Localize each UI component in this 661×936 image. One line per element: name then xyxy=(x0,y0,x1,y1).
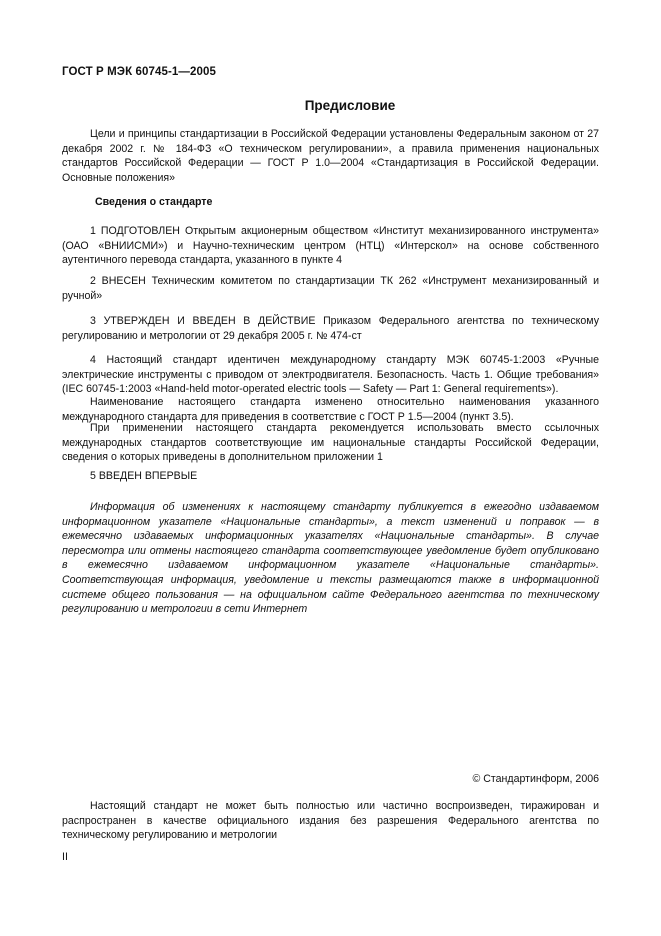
item-3-approved: 3 УТВЕРЖДЕН И ВВЕДЕН В ДЕЙСТВИЕ Приказом Федерального агентства по техническому регулированию и метрологии от 29 декабря 2005 г. № 474-ст xyxy=(62,315,599,342)
item-4-note-name: Наименование настоящего стандарта изменено относительно наименования указанного международного стандарта для приведения в соответствие с ГОСТ Р 1.5—2004 (пункт 3.5). xyxy=(62,396,599,423)
page-title: Предисловие xyxy=(304,98,396,113)
item-5-first-introduced: 5 ВВЕДЕН ВПЕРВЫЕ xyxy=(90,470,198,482)
reproduction-notice: Настоящий стандарт не может быть полностью или частично воспроизведен, тиражирован и распространен в качестве официального издания без разрешения Федерального агентства по техническому регулированию и метрологии xyxy=(62,800,599,842)
intro-paragraph: Цели и принципы стандартизации в Российской Федерации установлены Федеральным законом от 27 декабря 2002 г. № 184-ФЗ «О техническом регулировании», а правила применения национальных стандартов Российской Федерации — ГОСТ Р 1.0—2004 «Стандартизация в Российской Федерации. Основные положения» xyxy=(62,128,599,184)
item-4-identical: 4 Настоящий стандарт идентичен международному стандарту МЭК 60745-1:2003 «Ручные электрические инструменты с приводом от электродвигателя. Безопасность. Часть 1. Общие требования» (IEC 60745-1:2003 «Hand-held motor-operated electric tools — Safety — Part 1: General requirements»). xyxy=(62,354,599,396)
item-1-prepared: 1 ПОДГОТОВЛЕН Открытым акционерным обществом «Институт механизированного инструмента» (ОАО «ВНИИСМИ») и Научно-техническим центром (НТЦ) «Интерскол» на основе собственного аутентичного перевода стандарта, указанного в пункте 4 xyxy=(62,225,599,267)
item-2-submitted: 2 ВНЕСЕН Техническим комитетом по стандартизации ТК 262 «Инструмент механизированный и ручной» xyxy=(62,275,599,302)
standard-info-heading: Сведения о стандарте xyxy=(95,196,213,208)
changes-notice: Информация об изменениях к настоящему стандарту публикуется в ежегодно издаваемом информационном указателе «Национальные стандарты», а текст изменений и поправок — в ежемесячно издаваемых информационных указателях «Национальные стандарты». В случае пересмотра или отмены настоящего стандарта соответствующее уведомление будет опубликовано в ежемесячно издаваемом информационном указателе «Национальные стандарты». Соответствующая информация, уведомление и тексты размещаются также в информационной системе общего пользования — на официальном сайте Федерального агентства по техническому регулированию и метрологии в сети Интернет xyxy=(62,501,599,616)
page-number: II xyxy=(62,851,68,863)
copyright-line: © Стандартинформ, 2006 xyxy=(472,773,599,785)
item-4-note-references: При применении настоящего стандарта рекомендуется использовать вместо ссылочных международных стандартов соответствующие им национальные стандарты Российской Федерации, сведения о которых приведены в дополнительном приложении 1 xyxy=(62,422,599,464)
document-code: ГОСТ Р МЭК 60745-1—2005 xyxy=(62,66,216,78)
